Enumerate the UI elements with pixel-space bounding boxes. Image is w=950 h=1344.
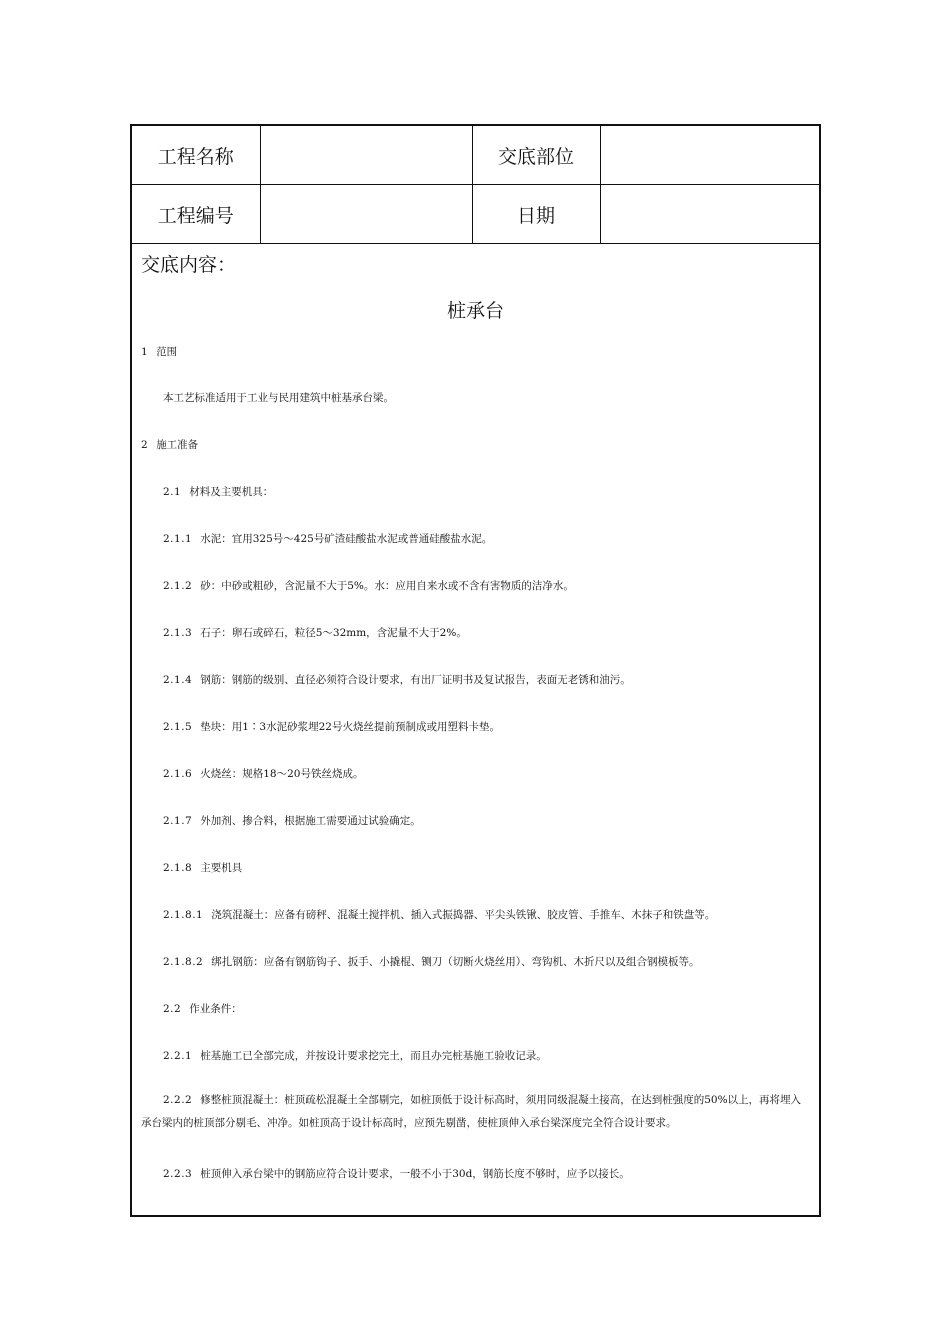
section-text: 范围 [156,346,178,358]
section-text: 主要机具 [200,862,243,874]
section-text: 材料及主要机具： [189,486,274,498]
section-number: 2.1.2 [163,580,193,592]
section-2-1-7 [163,813,421,828]
date-label: 日期 [472,185,600,244]
section-2 [141,437,198,452]
section-number: 2.1.1 [163,533,193,545]
section-2-2-1 [163,1048,547,1063]
section-text: 浇筑混凝土：应备有磅秤、混凝土搅拌机、插入式振捣器、平尖头铁锹、胶皮管、手推车、木抹子和铁盘等。 [211,909,716,921]
section-text: 修整桩顶混凝土：桩顶疏松混凝土全部剔完，如桩顶低于设计标高时，须用同级混凝土接高，在达到桩强度的50%以上，再将埋入承台梁内的桩顶部分剔毛、冲净。如桩顶高于设计标高时，应预先剔凿，使桩顶伸入承台梁深度完全符合设计要求。 [141,1094,802,1129]
section-text: 砂：中砂或粗砂，含泥量不大于5%。水：应用自来水或不含有害物质的洁净水。 [200,580,574,592]
content-label: 交底内容： [141,254,237,276]
handover-part-label: 交底部位 [472,126,600,185]
section-number: 2.1.6 [163,768,193,780]
paragraph-scope [163,390,394,405]
section-text: 桩基施工已全部完成，并按设计要求挖完土，而且办完桩基施工验收记录。 [200,1050,547,1062]
section-number: 2.1.3 [163,627,193,639]
section-number: 2.2.2 [163,1094,193,1106]
section-2-1 [163,484,273,499]
section-number: 2 [141,439,149,451]
handover-form [130,124,821,1217]
section-number: 2.2.3 [163,1168,193,1180]
section-number: 2.1.4 [163,674,193,686]
section-number: 2.1.8.2 [163,956,204,968]
project-number-value [260,185,472,244]
section-2-1-4 [163,672,631,687]
section-text: 钢筋：钢筋的级别、直径必须符合设计要求，有出厂证明书及复试报告，表面无老锈和油污。 [200,674,631,686]
project-name-label: 工程名称 [132,126,260,185]
section-number: 1 [141,346,149,358]
section-2-1-6 [163,766,363,781]
section-text: 垫块：用1∶3水泥砂浆埋22号火烧丝提前预制成或用塑料卡垫。 [200,721,500,733]
section-2-2 [163,1001,242,1016]
section-2-1-3 [163,625,467,640]
date-value [600,185,819,244]
section-text: 火烧丝：规格18～20号铁丝烧成。 [200,768,364,780]
section-number: 2.1.5 [163,721,193,733]
section-number: 2.1 [163,486,182,498]
handover-part-value [600,126,819,185]
section-text: 施工准备 [156,439,199,451]
section-2-1-8-2 [163,954,700,969]
section-text: 桩顶伸入承台梁中的钢筋应符合设计要求，一般不小于30d，钢筋长度不够时，应予以接长。 [200,1168,630,1180]
section-2-1-8 [163,860,242,875]
section-2-1-1 [163,531,492,546]
section-1 [141,344,177,359]
header-table [132,126,819,244]
section-text: 绑扎钢筋：应备有钢筋钩子、扳手、小撬棍、铡刀（切断火烧丝用）、弯钩机、木折尺以及组合钢模板等。 [211,956,700,968]
document-title: 桩承台 [446,300,504,322]
project-number-label: 工程编号 [132,185,260,244]
section-number: 2.2 [163,1003,182,1015]
section-2-1-5 [163,719,500,734]
paragraph-text: 本工艺标准适用于工业与民用建筑中桩基承台梁。 [163,392,394,404]
section-number: 2.1.7 [163,815,193,827]
section-number: 2.1.8.1 [163,909,204,921]
section-number: 2.1.8 [163,862,193,874]
section-number: 2.2.1 [163,1050,193,1062]
section-2-1-2 [163,578,574,593]
section-text: 外加剂、掺合料，根据施工需要通过试验确定。 [200,815,421,827]
section-text: 作业条件： [189,1003,242,1015]
section-2-1-8-1 [163,907,715,922]
section-text: 水泥：宜用325号～425号矿渣硅酸盐水泥或普通硅酸盐水泥。 [200,533,493,545]
project-name-value [260,126,472,185]
section-2-2-2 [141,1089,809,1135]
section-text: 石子：卵石或碎石，粒径5～32mm，含泥量不大于2%。 [200,627,467,639]
section-2-2-3 [163,1166,630,1181]
